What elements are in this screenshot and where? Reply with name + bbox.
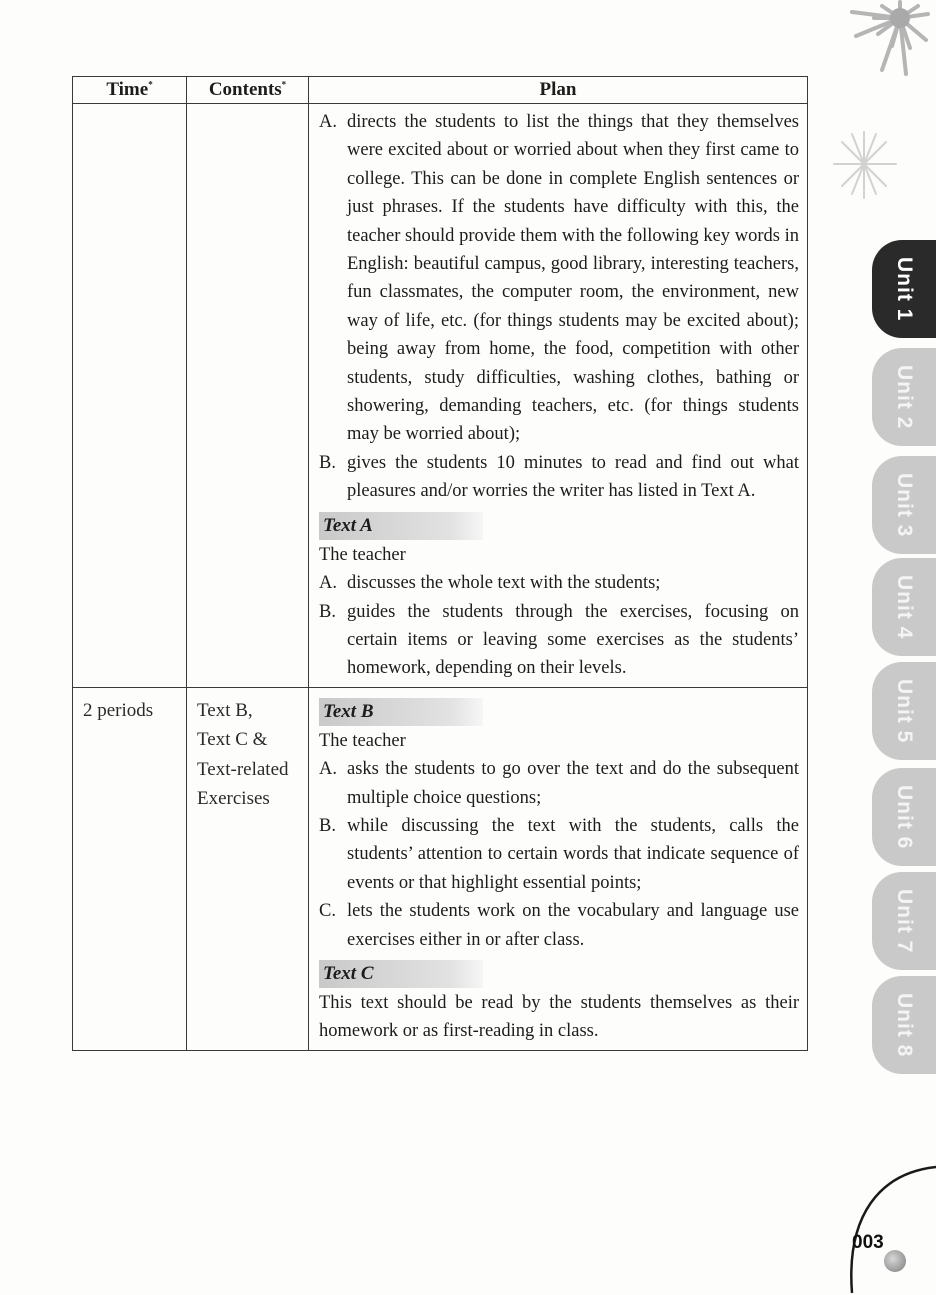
plan-item: A. directs the students to list the things that they themselves were excited about or worried about when they first came to college. This can be done in complete English sentences or just phrases. If the students have difficulty with this, the teacher should provide them with the following key words in English: beautiful campus, good library, interesting teachers, fun classmates, the computer room, the environment, new way of life, etc. (for things students may be excited about); being away from home, the food, competition with other students, study difficulties, washing clothes, bathing or showering, demanding teachers, etc. (for things students may be worried about); [319,112,799,445]
sunburst-decoration-icon [838,0,936,80]
sunburst-small-decoration-icon [830,128,900,202]
tab-unit-3[interactable]: Unit 3 [872,456,936,554]
section-heading-text-c: Text C [319,960,483,988]
section-heading-text-a: Text A [319,512,483,540]
tab-unit-5[interactable]: Unit 5 [872,662,936,760]
page-number-dot [884,1250,906,1272]
contents-line: Text-related [197,758,289,780]
plan-cell [309,687,808,1050]
section-heading-text-b: Text B [319,698,483,726]
tab-unit-4[interactable]: Unit 4 [872,558,936,656]
page-number: 003 [852,1232,884,1253]
table-row [73,687,808,1050]
section-intro: The teacher [319,544,406,565]
tab-unit-7[interactable]: Unit 7 [872,872,936,970]
lesson-plan-table [72,76,808,1051]
header-time: Time* [73,77,187,104]
tab-unit-8[interactable]: Unit 8 [872,976,936,1074]
header-contents: Contents* [187,77,309,104]
contents-line: Text C & [197,729,268,751]
section-c-paragraph: This text should be read by the students themselves as their homework or as first-reading in class. [319,992,799,1042]
plan-item: B. guides the students through the exercises, focusing on certain items or leaving some exercises as the students’ homework, depending on their levels. [319,601,799,679]
contents-line: Text B, [197,699,253,721]
tab-unit-6[interactable]: Unit 6 [872,768,936,866]
plan-item: C. lets the students work on the vocabulary and language use exercises either in or after class. [319,901,799,950]
plan-item: A. asks the students to go over the text and do the subsequent multiple choice questions; [319,759,799,808]
section-intro: The teacher [319,730,406,751]
plan-item: A. discusses the whole text with the students; [319,573,661,594]
table-header-row [73,77,808,104]
time-cell: 2 periods [73,687,187,1050]
header-plan: Plan [309,77,808,104]
contents-line: Exercises [197,788,270,810]
contents-cell [187,687,309,1050]
plan-item: B. gives the students 10 minutes to read and find out what pleasures and/or worries the writer has listed in Text A. [319,452,799,502]
time-cell [73,104,187,688]
tab-unit-1[interactable]: Unit 1 [872,240,936,338]
tab-unit-2[interactable]: Unit 2 [872,348,936,446]
contents-cell [187,104,309,688]
page-corner-curve [840,1165,936,1295]
plan-cell [309,104,808,688]
table-row [73,104,808,688]
plan-item: B. while discussing the text with the students, calls the students’ attention to certain words that indicate sequence of events or that highlight essential points; [319,815,799,893]
